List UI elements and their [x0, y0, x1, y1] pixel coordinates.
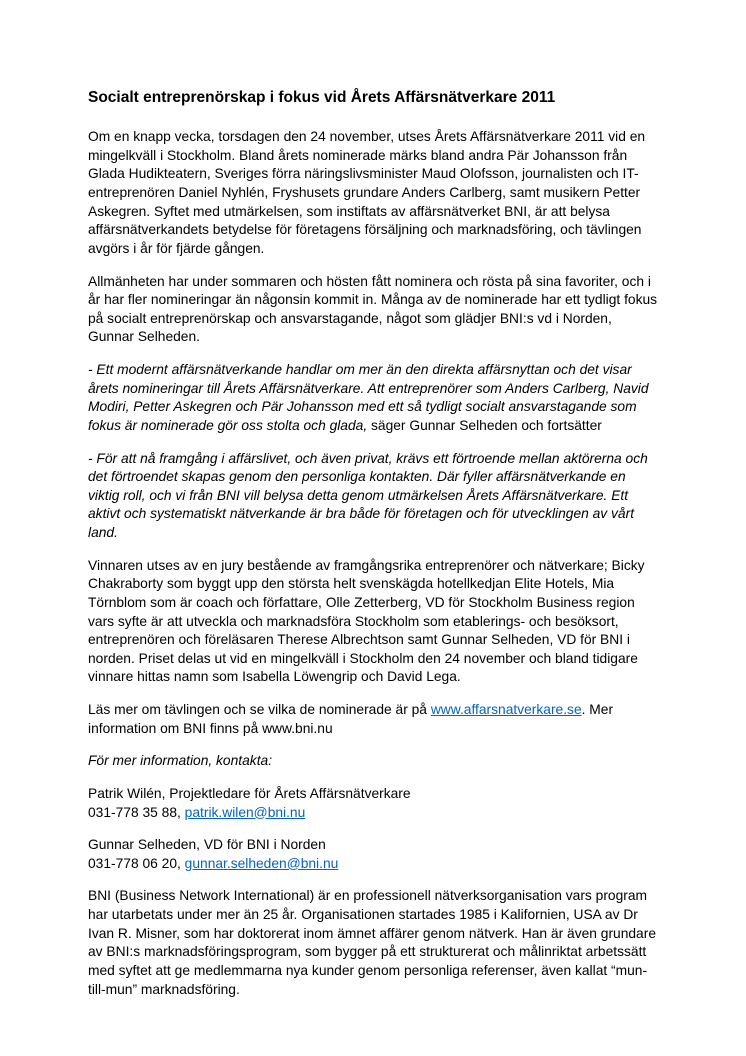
paragraph [88, 887, 658, 999]
text-segment: För mer information, kontakta: [88, 753, 273, 769]
paragraph [88, 836, 658, 855]
document-title: Socialt entreprenörskap i fokus vid Årets Affärsnätverkare 2011 [88, 89, 556, 106]
text-segment: Patrik Wilén, Projektledare för Årets Affärsnätverkare [88, 785, 411, 801]
text-segment: . Mer information om BNI finns på www.bni.nu [88, 702, 614, 736]
text-segment: BNI (Business Network International) är en professionell nätverksorganisation vars program har utarbetats under mer än 25 år. Organisationen startades 1985 i Kalifornien, USA av Dr Ivan R. Misner, som har doktorerat inom ämnet affärer genom nätverk. Han är även grundare av BNI:s marknadsföringsprogram, som bygger på ett strukturerat och målinriktat arbetssätt med syftet att ge medlemmarna nya kunder genom personliga referenser, även kallat “mun-till-mun” marknadsföring. [88, 888, 656, 997]
hyperlink[interactable]: www.affarsnatverkare.se [430, 702, 582, 718]
paragraph [88, 557, 658, 687]
text-segment: Vinnaren utses av en jury bestående av framgångsrika entreprenörer och nätverkare; Bicky Chakraborty som byggt upp den största helt svenskägda hotellkedjan Elite Hotels, Mia Törnblom som är coach och författare, Olle Zetterberg, VD för Stockholm Business region vars syfte är att utveckla och marknadsföra Stockholm som etablerings- och besöksort, entreprenören och föreläsaren Therese Albrechtson samt Gunnar Selheden, VD för BNI i norden. Priset delas ut vid en mingelkväll i Stockholm den 24 november och bland tidigare vinnare hittas namn som Isabella Löwengrip och David Lega. [88, 557, 645, 685]
paragraph [88, 450, 658, 543]
paragraph [88, 361, 658, 436]
document-paragraphs [88, 128, 658, 999]
text-segment: 031-778 06 20, [88, 855, 185, 871]
paragraph [88, 701, 658, 738]
text-segment: Allmänheten har under sommaren och hösten fått nominera och rösta på sina favoriter, och i år har fler nomineringar än någonsin kommit in. Många av de nominerade har ett tydligt fokus på socialt entreprenörskap och ansvarstagande, något som glädjer BNI:s vd i Norden, Gunnar Selheden. [88, 273, 658, 345]
hyperlink[interactable]: patrik.wilen@bni.nu [184, 804, 306, 820]
paragraph [88, 273, 658, 348]
paragraph [88, 855, 658, 874]
text-segment: Om en knapp vecka, torsdagen den 24 november, utses Årets Affärsnätverkare 2011 vid en mingelkväll i Stockholm. Bland årets nominerade märks bland andra Pär Johansson från Glada Hudikteatern, Sveriges förra näringslivsminister Maud Olofsson, journalisten och IT-entreprenören Daniel Nyhlén, Fryshusets grundare Anders Carlberg, samt musikern Petter Askegren. Syftet med utmärkelsen, som instiftats av affärsnätverket BNI, är att belysa affärsnätverkandets betydelse för företagens försäljning och marknadsföring, och tävlingen avgörs i år för fjärde gången. [88, 129, 646, 256]
text-segment: 031-778 35 88, [88, 804, 185, 820]
text-segment: - Ett modernt affärsnätverkande handlar om mer än den direkta affärsnyttan och det visar årets nomineringar till Årets Affärsnätverkare. Att entreprenörer som Anders Carlberg, Navid Modiri, Petter Askegren och Pär Johansson med ett så tydligt socialt ansvarstagande som fokus är nominerade gör oss stolta och glada, [88, 362, 649, 433]
text-segment: säger Gunnar Selheden och fortsätter [367, 417, 602, 433]
paragraph [88, 752, 658, 771]
paragraph [88, 128, 658, 258]
hyperlink[interactable]: gunnar.selheden@bni.nu [184, 855, 339, 871]
text-segment: - För att nå framgång i affärslivet, och även privat, krävs ett förtroende mellan aktörerna och det förtroendet skapas genom den personliga kontakten. Där fyller affärsnätverkande en viktig roll, och vi från BNI vill belysa detta genom utmärkelsen Årets Affärsnätverkare. Ett aktivt och systematiskt nätverkande är bra både för företagen och för utvecklingen av vårt land. [88, 450, 648, 541]
text-segment: Läs mer om tävlingen och se vilka de nominerade är på [88, 702, 431, 718]
paragraph [88, 785, 658, 804]
paragraph [88, 804, 658, 823]
text-segment: Gunnar Selheden, VD för BNI i Norden [88, 837, 326, 853]
